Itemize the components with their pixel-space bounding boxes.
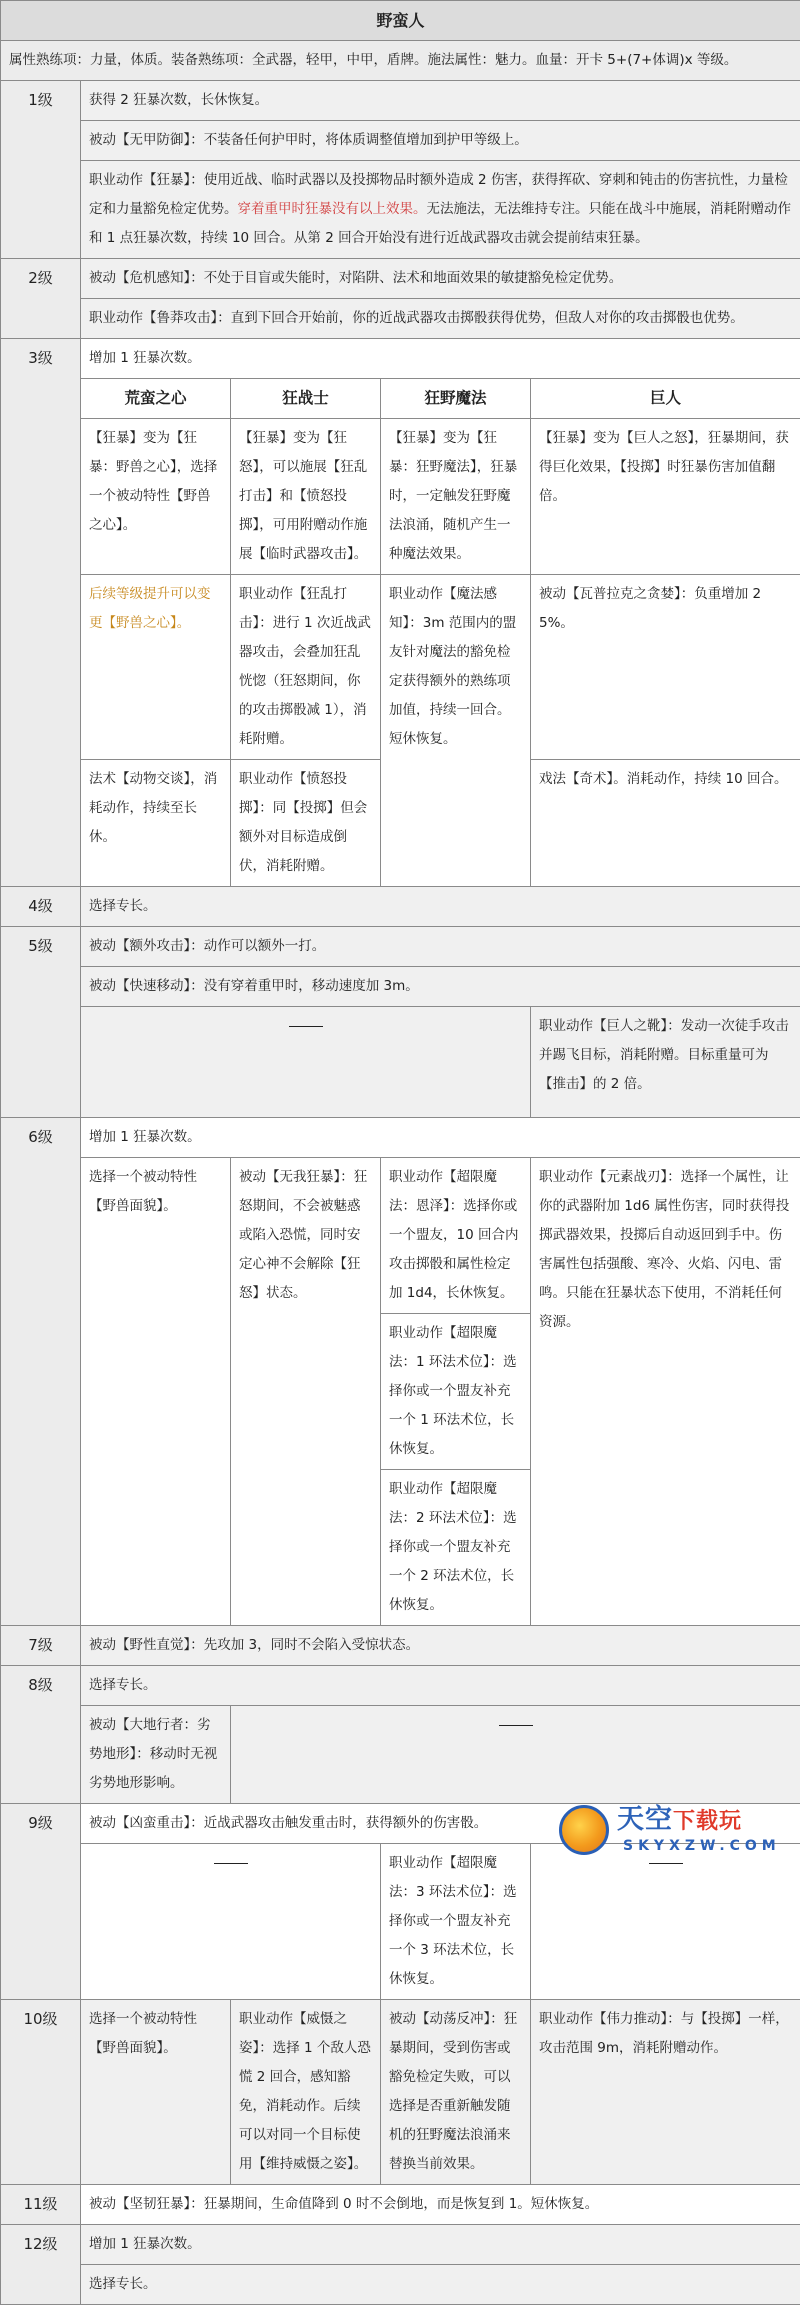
l8-wildheart-land-walker: 被动【大地行者：劣势地形】：移动时无视劣势地形影响。 xyxy=(81,1706,231,1804)
level-11-relentless-rage: 被动【坚韧狂暴】：狂暴期间，生命值降到 0 时不会倒地，而是恢复到 1。短休恢复。 xyxy=(81,2185,800,2225)
l9-no-feature-dash-right xyxy=(531,1844,800,2000)
l10-berserker-intimidating: 职业动作【威慑之姿】：选择 1 个敌人恐慌 2 回合，感知豁免，消耗动作。后续可以对同一个目标使用【维持威慑之姿】。 xyxy=(231,2000,381,2185)
subclass-berserker-header: 狂战士 xyxy=(231,379,381,419)
watermark-logo-icon xyxy=(559,1805,609,1855)
level-2-label: 2级 xyxy=(1,259,81,339)
level-9-brutal-critical: 被动【凶蛮重击】：近战武器攻击触发重击时，获得额外的伤害骰。 xyxy=(81,1804,800,1844)
l3-berserker-frenzied-strike: 职业动作【狂乱打击】：进行 1 次近战武器攻击，会叠加狂乱恍惚（狂怒期间，你的攻击掷骰减 1），消耗附赠。 xyxy=(231,575,381,760)
level-1-rage xyxy=(81,161,800,259)
l3-berserker-enraged-throw: 职业动作【愤怒投掷】：同【投掷】但会额外对目标造成倒伏，消耗附赠。 xyxy=(231,760,381,887)
l3-giant-thaumaturgy: 戏法【奇术】。消耗动作，持续 10 回合。 xyxy=(531,760,800,887)
subclass-wildmagic-header: 狂野魔法 xyxy=(381,379,531,419)
level-2-danger-sense: 被动【危机感知】：不处于目盲或失能时，对陷阱、法术和地面效果的敏捷豁免检定优势。 xyxy=(81,259,800,299)
level-6-label: 6级 xyxy=(1,1118,81,1626)
level-6-rage-increase: 增加 1 狂暴次数。 xyxy=(81,1118,800,1158)
subclass-wildheart-header: 荒蛮之心 xyxy=(81,379,231,419)
l10-wildheart-aspect: 选择一个被动特性【野兽面貌】。 xyxy=(81,2000,231,2185)
level-12-rage-increase: 增加 1 狂暴次数。 xyxy=(81,2225,800,2265)
rage-heavy-armor-warning: 穿着重甲时狂暴没有以上效果。 xyxy=(238,201,427,217)
l3-giant-vaprak-greed: 被动【瓦普拉克之贪婪】：负重增加 25%。 xyxy=(531,575,800,760)
l10-wildmagic-unstable: 被动【动荡反冲】：狂暴期间，受到伤害或豁免检定失败，可以选择是否重新触发随机的狂野魔法浪涌来替换当前效果。 xyxy=(381,2000,531,2185)
level-9-label: 9级 xyxy=(1,1804,81,2000)
watermark-url: SKYXZW.COM xyxy=(623,1837,781,1855)
l3-giant-rage: 【狂暴】变为【巨人之怒】，狂暴期间，获得巨化效果，【投掷】时狂暴伤害加值翻倍。 xyxy=(531,419,800,575)
level-12-feat: 选择专长。 xyxy=(81,2265,800,2305)
l3-berserker-frenzy: 【狂暴】变为【狂怒】，可以施展【狂乱打击】和【愤怒投掷】，可用附赠动作施展【临时武器攻击】。 xyxy=(231,419,381,575)
level-4-feat: 选择专长。 xyxy=(81,887,800,927)
level-5-label: 5级 xyxy=(1,927,81,1118)
l6-wildmagic-slot-2: 职业动作【超限魔法：2 环法术位】：选择你或一个盟友补充一个 2 环法术位，长休恢复。 xyxy=(381,1470,531,1626)
l5-no-feature-dash xyxy=(81,1007,531,1118)
level-8-feat: 选择专长。 xyxy=(81,1666,800,1706)
l6-berserker-mindless-rage: 被动【无我狂暴】：狂怒期间，不会被魅惑或陷入恐慌，同时安定心神不会解除【狂怒】状态。 xyxy=(231,1158,381,1626)
level-8-label: 8级 xyxy=(1,1666,81,1804)
level-5-fast-movement: 被动【快速移动】：没有穿着重甲时，移动速度加 3m。 xyxy=(81,967,800,1007)
l3-wildmagic-magic-awareness: 职业动作【魔法感知】：3m 范围内的盟友针对魔法的豁免检定获得额外的熟练项加值，持续一回合。短休恢复。 xyxy=(381,575,531,887)
subclass-giant-header: 巨人 xyxy=(531,379,800,419)
l6-wildmagic-slot-1: 职业动作【超限魔法：1 环法术位】：选择你或一个盟友补充一个 1 环法术位，长休恢复。 xyxy=(381,1314,531,1470)
l8-no-feature-dash xyxy=(231,1706,800,1804)
level-4-label: 4级 xyxy=(1,887,81,927)
level-11-label: 11级 xyxy=(1,2185,81,2225)
level-12-label: 12级 xyxy=(1,2225,81,2305)
attributes-row: 属性熟练项：力量，体质。装备熟练项：全武器，轻甲，中甲，盾牌。施法属性：魅力。血量：开卡 5+(7+体调)x 等级。 xyxy=(1,41,800,81)
level-5-extra-attack: 被动【额外攻击】：动作可以额外一打。 xyxy=(81,927,800,967)
l3-wildheart-note: 后续等级提升可以变更【野兽之心】。 xyxy=(81,575,231,760)
level-1-label: 1级 xyxy=(1,81,81,259)
level-7-feral-instinct: 被动【野性直觉】：先攻加 3，同时不会陷入受惊状态。 xyxy=(81,1626,800,1666)
l3-wildheart-speak-animals: 法术【动物交谈】，消耗动作，持续至长休。 xyxy=(81,760,231,887)
l3-wildmagic-rage: 【狂暴】变为【狂暴：狂野魔法】，狂暴时，一定触发狂野魔法浪涌，随机产生一种魔法效果。 xyxy=(381,419,531,575)
level-2-reckless-attack: 职业动作【鲁莽攻击】：直到下回合开始前，你的近战武器攻击掷骰获得优势，但敌人对你的攻击掷骰也优势。 xyxy=(81,299,800,339)
l6-giant-elemental-cleaver: 职业动作【元素战刃】：选择一个属性，让你的武器附加 1d6 属性伤害，同时获得投掷武器效果，投掷后自动返回到手中。伤害属性包括强酸、寒冷、火焰、闪电、雷鸣。只能在狂暴状态下使用，不消耗任何资源。 xyxy=(531,1158,800,1626)
l10-giant-mighty-impel: 职业动作【伟力推动】：与【投掷】一样，攻击范围 9m，消耗附赠动作。 xyxy=(531,2000,800,2185)
l9-no-feature-dash-left xyxy=(81,1844,381,2000)
l9-wildmagic-slot-3: 职业动作【超限魔法：3 环法术位】：选择你或一个盟友补充一个 3 环法术位，长休恢复。 xyxy=(381,1844,531,2000)
rage-text-a: 职业动作【狂暴】：使用近战、临时武器以及投掷物品时额外造成 2 伤害，获得挥砍、穿刺和钝击的伤害抗性，力量检定和力量豁免检定优势。 xyxy=(89,172,788,217)
l5-giant-boots: 职业动作【巨人之靴】：发动一次徒手攻击并踢飞目标，消耗附赠。目标重量可为【推击】的 2 倍。 xyxy=(531,1007,800,1118)
l3-wildheart-rage: 【狂暴】变为【狂暴：野兽之心】，选择一个被动特性【野兽之心】。 xyxy=(81,419,231,575)
level-1-unarmored-defense: 被动【无甲防御】：不装备任何护甲时，将体质调整值增加到护甲等级上。 xyxy=(81,121,800,161)
level-3-rage-increase: 增加 1 狂暴次数。 xyxy=(81,339,800,379)
level-1-rage-count: 获得 2 狂暴次数，长休恢复。 xyxy=(81,81,800,121)
l6-wildmagic-bolstering: 职业动作【超限魔法：恩泽】：选择你或一个盟友，10 回合内攻击掷骰和属性检定加 1d4，长休恢复。 xyxy=(381,1158,531,1314)
level-10-label: 10级 xyxy=(1,2000,81,2185)
level-3-label: 3级 xyxy=(1,339,81,887)
l6-wildheart-aspect: 选择一个被动特性【野兽面貌】。 xyxy=(81,1158,231,1626)
level-7-label: 7级 xyxy=(1,1626,81,1666)
rage-text-b: 无法施法，无法维持专注。只能在战斗中施展，消耗附赠动作和 1 点狂暴次数，持续 10 回合。从第 2 回合开始没有进行近战武器攻击就会提前结束狂暴。 xyxy=(89,201,791,246)
page-title: 野蛮人 xyxy=(1,1,800,41)
site-watermark xyxy=(551,1801,800,1861)
watermark-title: 天空下载玩 xyxy=(617,1803,742,1839)
